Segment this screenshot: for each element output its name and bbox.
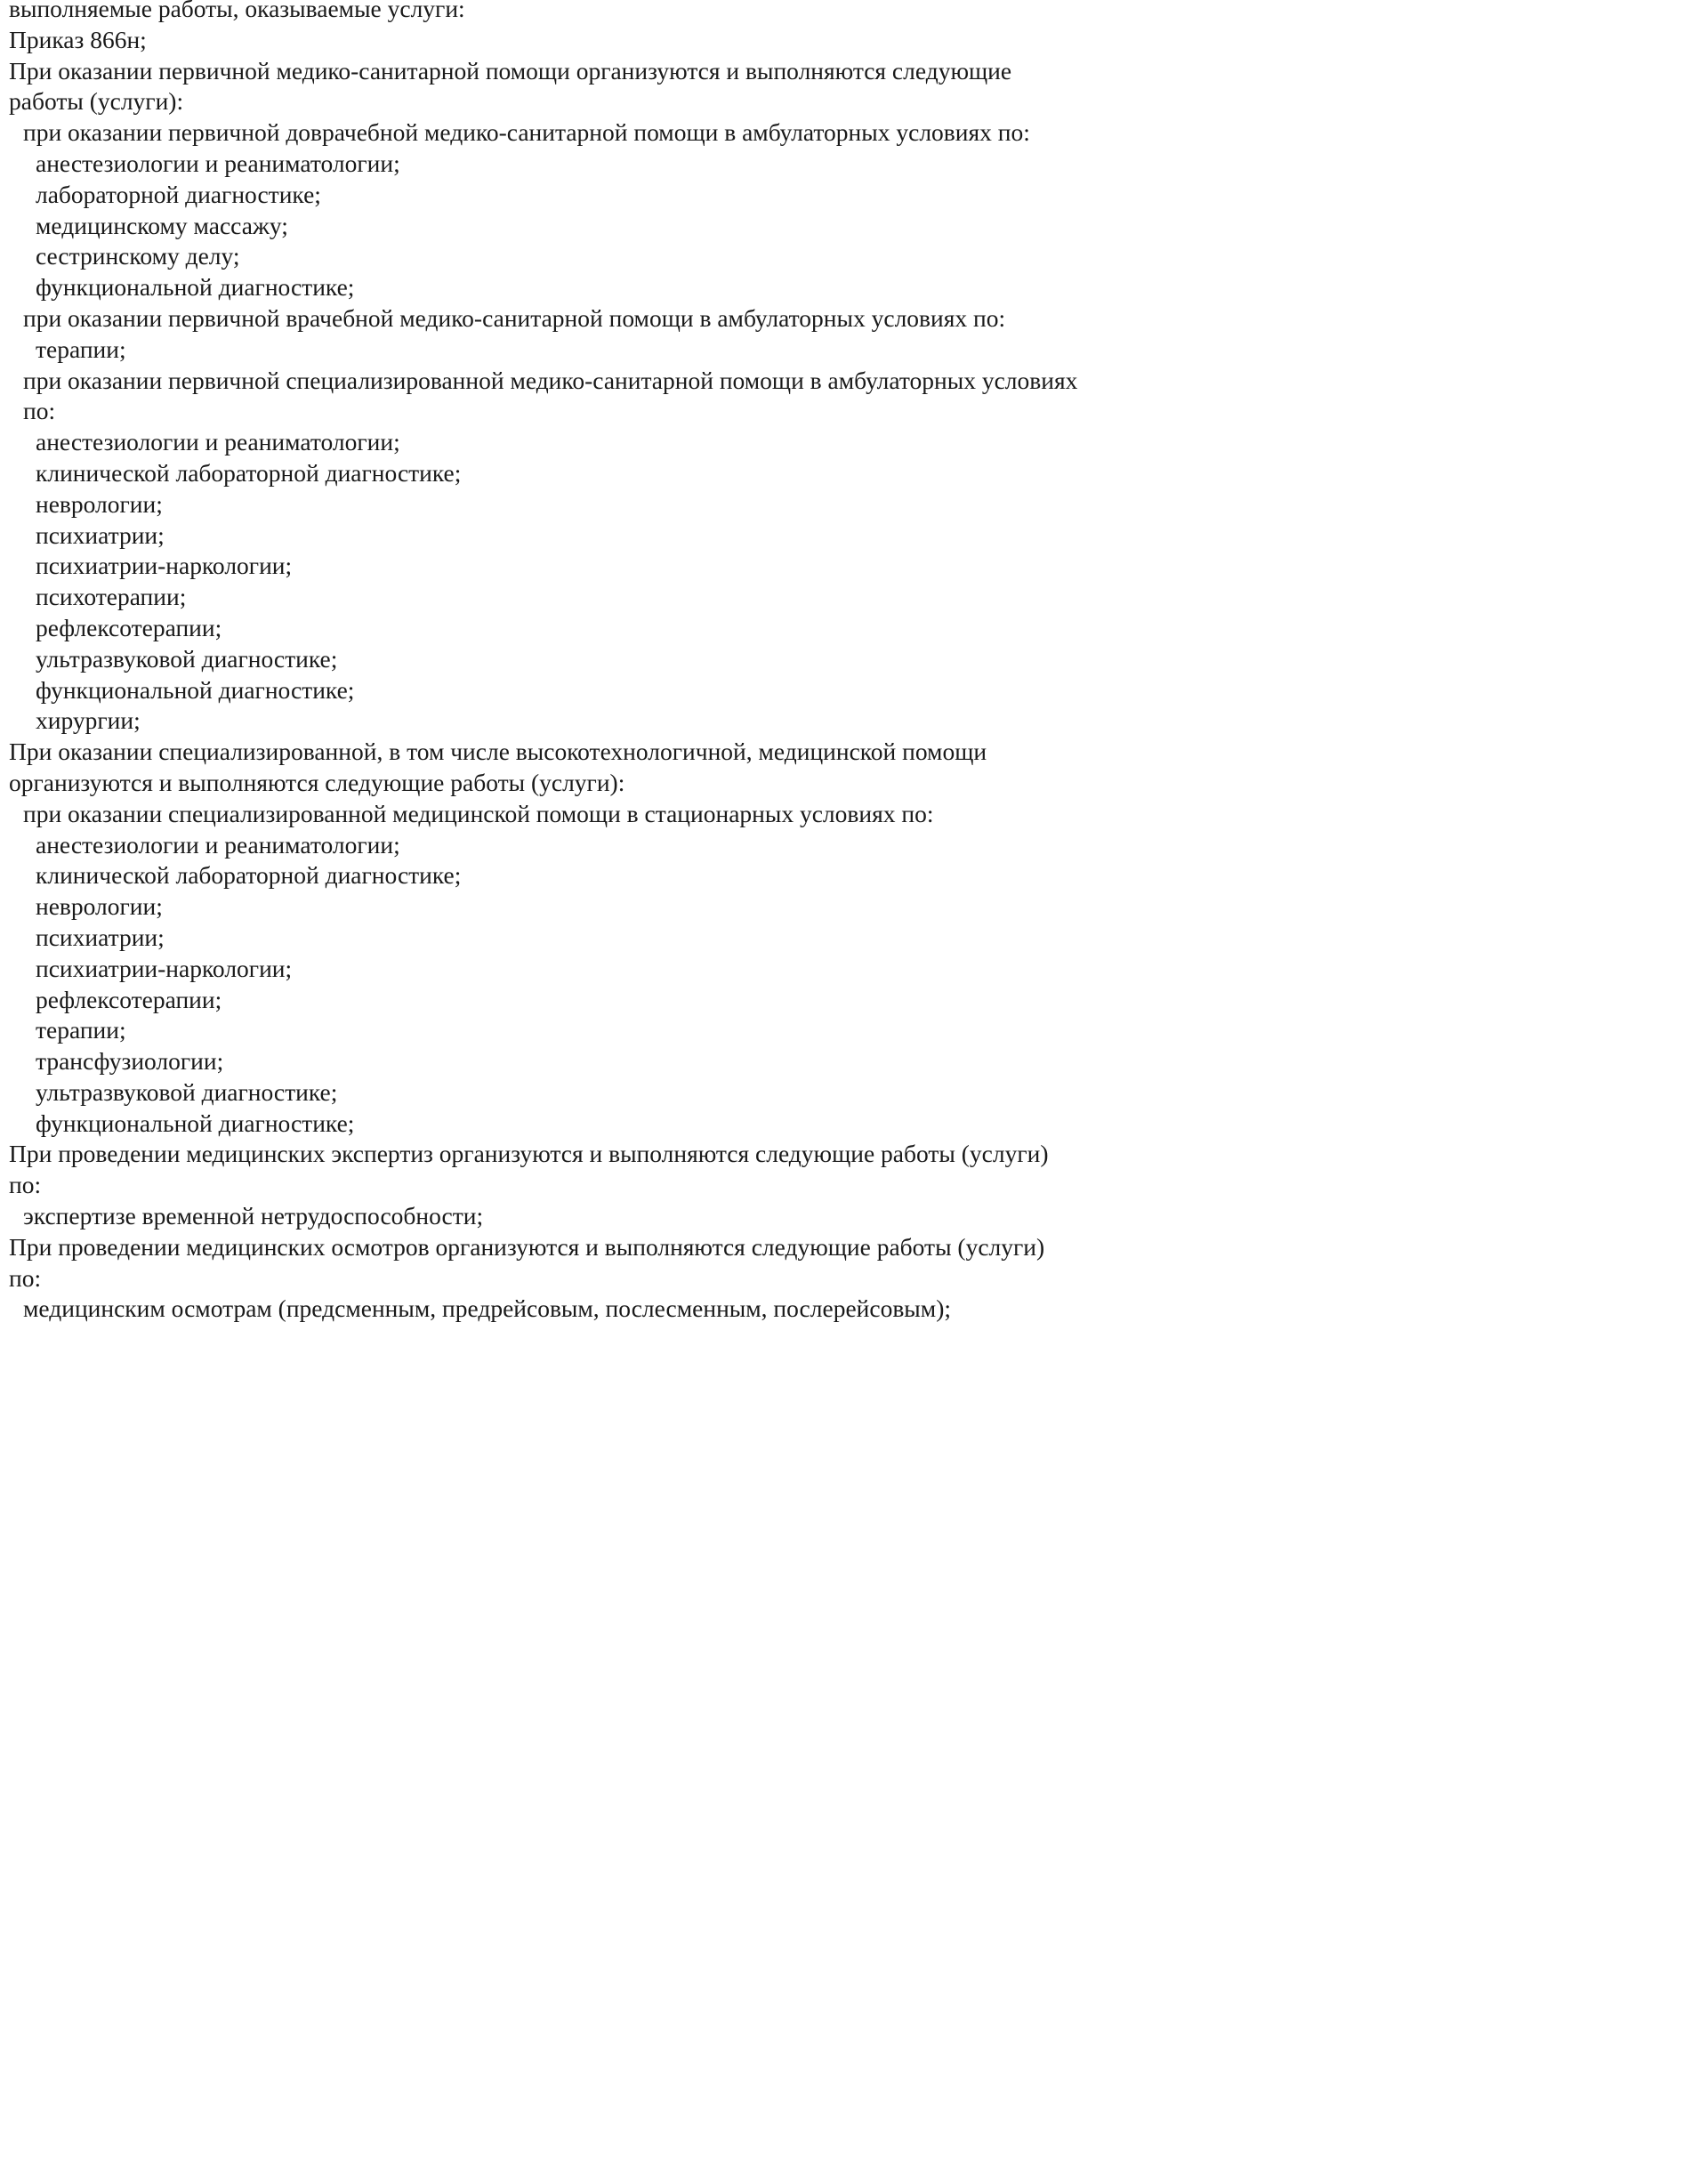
list-item: психиатрии-наркологии; xyxy=(36,954,293,982)
subsection-heading: при оказании первичной врачебной медико-санитарной помощи в амбулаторных условиях по: xyxy=(23,303,1006,332)
subsection-heading: при оказании специализированной медицинской помощи в стационарных условиях по: xyxy=(23,799,934,827)
subsection-heading: при оказании первичной специализированной медико-санитарной помощи в амбулаторных условиях по: xyxy=(23,366,1078,425)
list-item: анестезиологии и реаниматологии; xyxy=(36,428,400,456)
list-item: анестезиологии и реаниматологии; xyxy=(36,830,400,859)
section-heading: При проведении медицинских осмотров организуются и выполняются следующие работы (услуги) по: xyxy=(9,1232,1045,1292)
list-item: неврологии; xyxy=(36,489,163,518)
list-item: анестезиологии и реаниматологии; xyxy=(36,149,400,177)
list-item: функциональной диагностике; xyxy=(36,273,355,302)
list-item: медицинскому массажу; xyxy=(36,211,288,239)
list-item: психиатрии; xyxy=(36,520,165,549)
doc-line: выполняемые работы, оказываемые услуги: xyxy=(9,0,465,22)
list-item: клинической лабораторной диагностике; xyxy=(36,458,462,487)
list-item: психиатрии; xyxy=(36,923,165,951)
list-item: медицинским осмотрам (предсменным, предрейсовым, послесменным, послерейсовым); xyxy=(23,1294,951,1323)
list-item: трансфузиологии; xyxy=(36,1047,224,1076)
list-item: функциональной диагностике; xyxy=(36,1109,355,1137)
list-item: рефлексотерапии; xyxy=(36,613,222,641)
doc-line: Приказ 866н; xyxy=(9,25,147,53)
list-item: терапии; xyxy=(36,335,126,363)
list-item: ультразвуковой диагностике; xyxy=(36,1077,338,1106)
list-item: функциональной диагностике; xyxy=(36,675,355,704)
list-item: рефлексотерапии; xyxy=(36,985,222,1013)
list-item: лабораторной диагностике; xyxy=(36,180,321,208)
section-heading: При оказании первичной медико-санитарной помощи организуются и выполняются следующие работы (услуги): xyxy=(9,56,1012,116)
list-item: терапии; xyxy=(36,1016,126,1044)
list-item: хирургии; xyxy=(36,706,141,735)
list-item: психиатрии-наркологии; xyxy=(36,552,293,580)
list-item: клинической лабораторной диагностике; xyxy=(36,861,462,890)
list-item: экспертизе временной нетрудоспособности; xyxy=(23,1202,484,1230)
list-item: неврологии; xyxy=(36,892,163,921)
section-heading: При оказании специализированной, в том числе высокотехнологичной, медицинской помощи организуются и выполняются следующие работы (услуги): xyxy=(9,738,987,796)
subsection-heading: при оказании первичной доврачебной медико-санитарной помощи в амбулаторных условиях по: xyxy=(23,118,1030,147)
section-heading: При проведении медицинских экспертиз организуются и выполняются следующие работы (услуги) по: xyxy=(9,1140,1049,1199)
list-item: сестринскому делу; xyxy=(36,242,240,270)
list-item: психотерапии; xyxy=(36,583,187,611)
list-item: ультразвуковой диагностике; xyxy=(36,644,338,673)
document-body xyxy=(0,0,1081,1325)
